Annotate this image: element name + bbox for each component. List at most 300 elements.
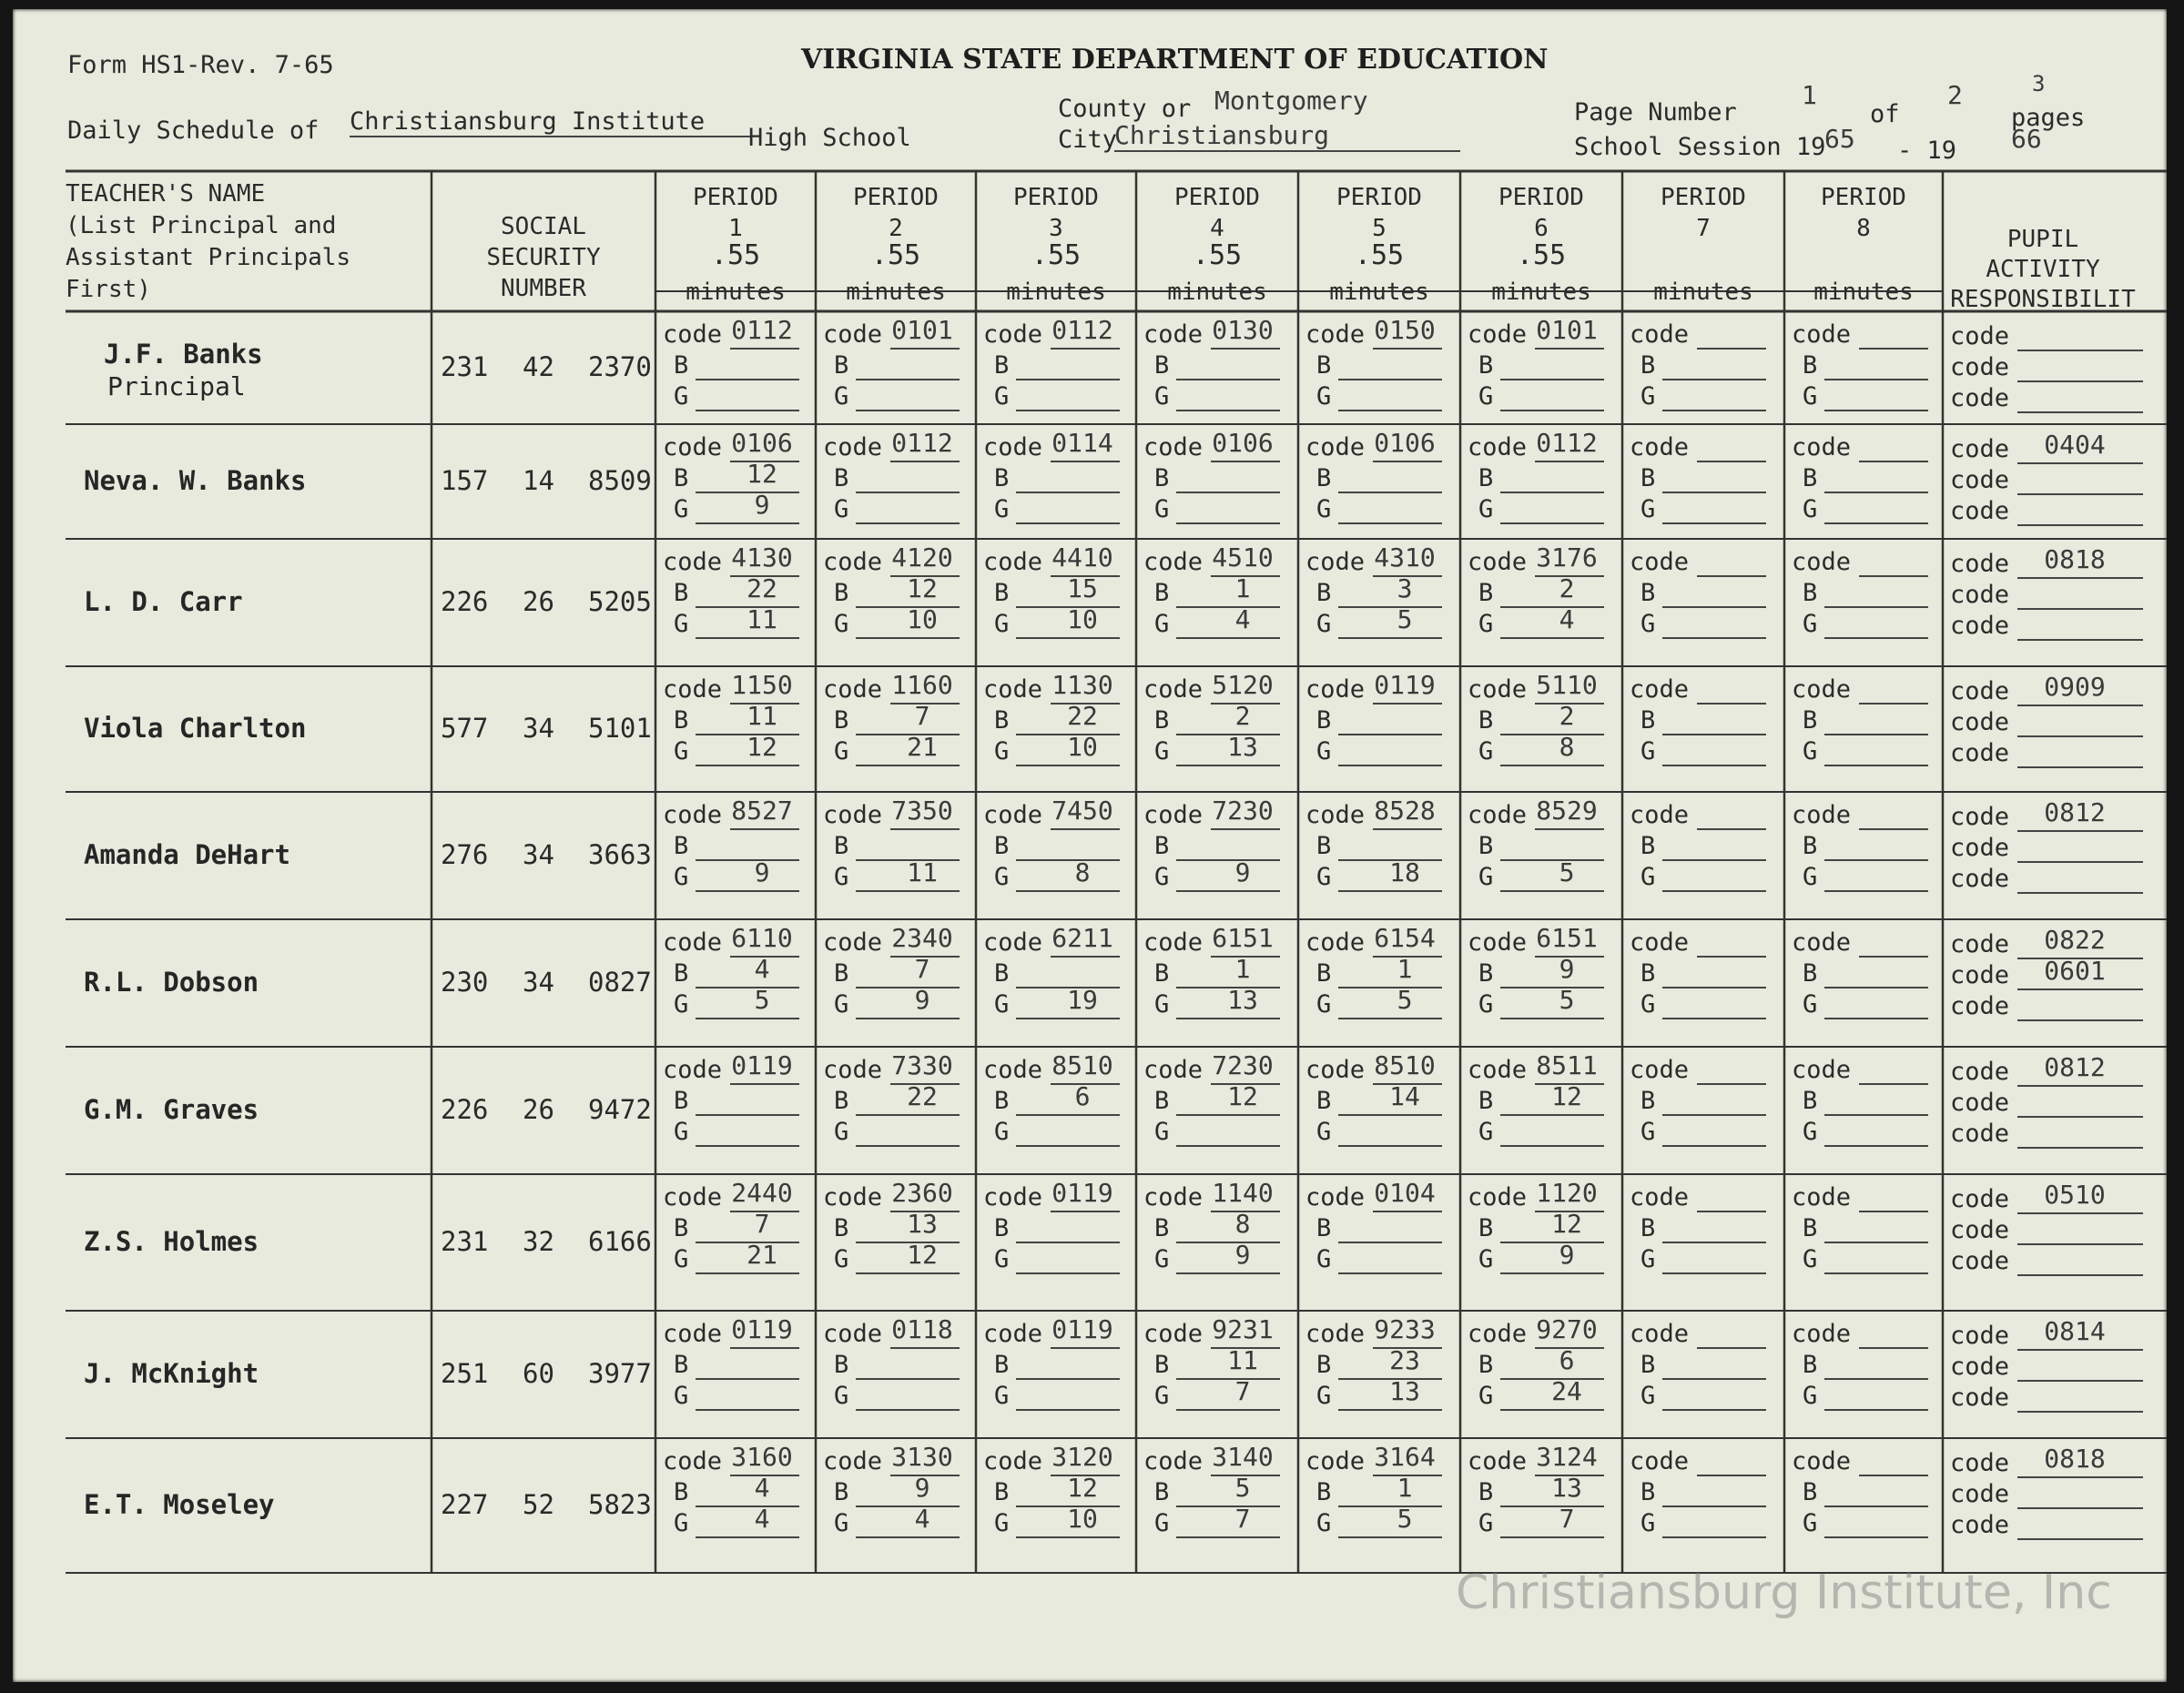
ssn-part: 227 bbox=[441, 1489, 489, 1520]
code-label: code bbox=[1468, 548, 1528, 576]
boys-label: B bbox=[674, 579, 689, 607]
code-label: code bbox=[1143, 1447, 1204, 1475]
girls-count: 11 bbox=[747, 604, 777, 634]
code-label: code bbox=[1468, 1320, 1528, 1348]
code-label: code bbox=[663, 675, 723, 704]
boys-label: B bbox=[674, 464, 689, 492]
boys-label: B bbox=[1154, 1087, 1170, 1115]
boys-count: 2 bbox=[1559, 573, 1575, 603]
ssn-part: 26 bbox=[523, 586, 554, 617]
ssn-part: 34 bbox=[523, 839, 554, 870]
boys-count: 22 bbox=[1067, 701, 1098, 731]
minutes-label: minutes bbox=[686, 279, 786, 306]
period-code-value: 8528 bbox=[1374, 796, 1436, 826]
code-label: code bbox=[1143, 1320, 1204, 1348]
boys-label: B bbox=[1478, 351, 1494, 380]
boys-label: B bbox=[674, 832, 689, 860]
girls-label: G bbox=[1478, 1118, 1494, 1146]
girls-count: 18 bbox=[1389, 857, 1420, 887]
girls-label: G bbox=[1803, 1382, 1818, 1410]
code-label: code bbox=[1792, 675, 1852, 704]
girls-label: G bbox=[834, 1382, 849, 1410]
period-code-value: 0112 bbox=[1051, 315, 1113, 345]
boys-label: B bbox=[1316, 464, 1332, 492]
activity-code-label: code bbox=[1950, 834, 2010, 862]
girls-label: G bbox=[674, 1509, 689, 1537]
girls-label: G bbox=[674, 382, 689, 411]
period-code-value: 0119 bbox=[1374, 670, 1436, 700]
boys-label: B bbox=[674, 959, 689, 988]
boys-label: B bbox=[1316, 1478, 1332, 1506]
code-label: code bbox=[1792, 1056, 1852, 1084]
school-session-label: School Session 19 bbox=[1574, 133, 1826, 161]
girls-count: 11 bbox=[907, 857, 938, 887]
ssn-part: 577 bbox=[441, 713, 489, 744]
activity-code-label: code bbox=[1950, 1185, 2010, 1213]
girls-label: G bbox=[994, 610, 1010, 638]
girls-count: 9 bbox=[1234, 1240, 1251, 1270]
period-code-value: 0114 bbox=[1051, 428, 1113, 458]
code-label: code bbox=[823, 801, 883, 829]
code-label: code bbox=[983, 320, 1043, 349]
ssn-part: 157 bbox=[441, 465, 489, 496]
activity-code-label: code bbox=[1950, 1247, 2010, 1275]
boys-label: B bbox=[1478, 959, 1494, 988]
period-header-number: 8 bbox=[1856, 215, 1871, 242]
code-label: code bbox=[823, 675, 883, 704]
teacher-name: J. McKnight bbox=[84, 1358, 259, 1389]
city-value: Christiansburg bbox=[1114, 120, 1460, 152]
boys-label: B bbox=[1154, 1478, 1170, 1506]
activity-code-label: code bbox=[1950, 739, 2010, 767]
code-label: code bbox=[1305, 801, 1366, 829]
boys-label: B bbox=[1316, 579, 1332, 607]
boys-label: B bbox=[1803, 959, 1818, 988]
period-code-value: 8510 bbox=[1051, 1050, 1113, 1080]
boys-label: B bbox=[1641, 464, 1656, 492]
code-label: code bbox=[1792, 801, 1852, 829]
girls-label: G bbox=[1154, 1245, 1170, 1273]
girls-count: 10 bbox=[1067, 1504, 1098, 1534]
period-code-value: 6110 bbox=[731, 923, 793, 953]
code-label: code bbox=[1468, 801, 1528, 829]
girls-label: G bbox=[1478, 610, 1494, 638]
period-code-value: 7230 bbox=[1212, 1050, 1274, 1080]
boys-label: B bbox=[1154, 832, 1170, 860]
period-code-value: 3130 bbox=[891, 1442, 953, 1472]
page-number: 1 bbox=[1802, 80, 1817, 110]
girls-label: G bbox=[1803, 495, 1818, 523]
ssn-part: 2370 bbox=[588, 351, 652, 382]
boys-label: B bbox=[1803, 832, 1818, 860]
code-label: code bbox=[823, 320, 883, 349]
boys-label: B bbox=[1641, 351, 1656, 380]
teacher-header-line: Assistant Principals bbox=[66, 244, 351, 271]
boys-label: B bbox=[1803, 579, 1818, 607]
boys-count: 1 bbox=[1234, 573, 1251, 603]
girls-label: G bbox=[1478, 1509, 1494, 1537]
girls-label: G bbox=[994, 863, 1010, 891]
girls-count: 24 bbox=[1551, 1376, 1582, 1406]
boys-label: B bbox=[1478, 1087, 1494, 1115]
activity-header-line: RESPONSIBILIT bbox=[1950, 286, 2136, 313]
activity-code-value: 0601 bbox=[2044, 956, 2106, 986]
boys-count: 1 bbox=[1397, 1473, 1413, 1503]
activity-code-label: code bbox=[1950, 865, 2010, 893]
boys-label: B bbox=[1641, 959, 1656, 988]
girls-count: 5 bbox=[1397, 1504, 1413, 1534]
girls-count: 13 bbox=[1389, 1376, 1420, 1406]
code-label: code bbox=[1792, 320, 1852, 349]
girls-count: 9 bbox=[914, 985, 930, 1015]
ssn-part: 60 bbox=[523, 1358, 554, 1389]
ssn-part: 14 bbox=[523, 465, 554, 496]
boys-label: B bbox=[994, 832, 1010, 860]
period-header-label: PERIOD bbox=[1498, 184, 1584, 211]
ssn-part: 52 bbox=[523, 1489, 554, 1520]
boys-label: B bbox=[1316, 959, 1332, 988]
teacher-name: Z.S. Holmes bbox=[84, 1226, 259, 1257]
girls-count: 10 bbox=[1067, 604, 1098, 634]
period-header-minutes: .55 bbox=[1192, 239, 1243, 271]
ssn-part: 230 bbox=[441, 967, 489, 998]
girls-label: G bbox=[674, 495, 689, 523]
code-label: code bbox=[1468, 1447, 1528, 1475]
girls-label: G bbox=[834, 1245, 849, 1273]
girls-label: G bbox=[1641, 737, 1656, 765]
girls-label: G bbox=[674, 863, 689, 891]
period-header-minutes: .55 bbox=[870, 239, 921, 271]
boys-label: B bbox=[994, 1087, 1010, 1115]
boys-count: 3 bbox=[1397, 573, 1413, 603]
period-code-value: 1160 bbox=[891, 670, 953, 700]
period-code-value: 0130 bbox=[1212, 315, 1274, 345]
code-label: code bbox=[663, 320, 723, 349]
girls-label: G bbox=[994, 1245, 1010, 1273]
boys-label: B bbox=[674, 1351, 689, 1379]
activity-code-value: 0818 bbox=[2044, 1444, 2106, 1474]
period-code-value: 0119 bbox=[731, 1314, 793, 1344]
period-code-value: 4130 bbox=[731, 542, 793, 573]
period-header-number: 7 bbox=[1696, 215, 1711, 242]
period-code-value: 1150 bbox=[731, 670, 793, 700]
girls-label: G bbox=[1316, 1382, 1332, 1410]
code-label: code bbox=[1468, 928, 1528, 957]
boys-label: B bbox=[994, 1478, 1010, 1506]
code-label: code bbox=[823, 928, 883, 957]
girls-label: G bbox=[834, 863, 849, 891]
girls-count: 21 bbox=[907, 732, 938, 762]
girls-label: G bbox=[994, 495, 1010, 523]
activity-code-label: code bbox=[1950, 930, 2010, 958]
period-code-value: 0119 bbox=[1051, 1178, 1113, 1208]
code-label: code bbox=[663, 1056, 723, 1084]
page-title: VIRGINIA STATE DEPARTMENT OF EDUCATION bbox=[801, 44, 1549, 76]
code-label: code bbox=[663, 548, 723, 576]
ssn-part: 9472 bbox=[588, 1094, 652, 1125]
boys-count: 12 bbox=[1551, 1209, 1582, 1239]
activity-code-label: code bbox=[1950, 466, 2010, 494]
code-label: code bbox=[1630, 1320, 1690, 1348]
girls-label: G bbox=[834, 1509, 849, 1537]
boys-label: B bbox=[674, 1087, 689, 1115]
girls-count: 5 bbox=[1559, 985, 1575, 1015]
boys-label: B bbox=[994, 351, 1010, 380]
code-label: code bbox=[1792, 1447, 1852, 1475]
activity-code-label: code bbox=[1950, 435, 2010, 463]
ssn-part: 231 bbox=[441, 1226, 489, 1257]
girls-label: G bbox=[994, 1382, 1010, 1410]
code-label: code bbox=[1792, 928, 1852, 957]
boys-label: B bbox=[1803, 464, 1818, 492]
period-header-number: 2 bbox=[889, 215, 903, 242]
girls-label: G bbox=[1316, 863, 1332, 891]
girls-label: G bbox=[1641, 1509, 1656, 1537]
boys-label: B bbox=[1478, 832, 1494, 860]
boys-count: 12 bbox=[1227, 1081, 1258, 1111]
period-code-value: 9233 bbox=[1374, 1314, 1436, 1344]
boys-count: 22 bbox=[747, 573, 777, 603]
period-code-value: 6154 bbox=[1374, 923, 1436, 953]
boys-label: B bbox=[1641, 1087, 1656, 1115]
girls-label: G bbox=[1478, 737, 1494, 765]
session-start: 65 bbox=[1824, 124, 1855, 154]
girls-label: G bbox=[834, 737, 849, 765]
code-label: code bbox=[983, 928, 1043, 957]
boys-count: 15 bbox=[1067, 573, 1098, 603]
boys-label: B bbox=[834, 832, 849, 860]
girls-count: 5 bbox=[1397, 985, 1413, 1015]
girls-count: 9 bbox=[754, 490, 770, 520]
ssn-header-line: SOCIAL bbox=[501, 213, 586, 240]
watermark: Christiansburg Institute, Inc bbox=[1456, 1566, 2112, 1620]
girls-label: G bbox=[1478, 382, 1494, 411]
code-label: code bbox=[1630, 433, 1690, 461]
period-code-value: 0119 bbox=[1051, 1314, 1113, 1344]
boys-count: 9 bbox=[1559, 954, 1575, 984]
code-label: code bbox=[1143, 928, 1204, 957]
of-label: of bbox=[1870, 100, 1900, 128]
boys-label: B bbox=[1803, 1087, 1818, 1115]
period-code-value: 2340 bbox=[891, 923, 953, 953]
daily-schedule-label: Daily Schedule of bbox=[67, 117, 320, 145]
minutes-label: minutes bbox=[1006, 279, 1106, 306]
period-code-value: 9270 bbox=[1536, 1314, 1598, 1344]
teacher-name: Neva. W. Banks bbox=[84, 465, 307, 496]
code-label: code bbox=[1468, 433, 1528, 461]
boys-label: B bbox=[834, 1087, 849, 1115]
boys-label: B bbox=[1803, 351, 1818, 380]
boys-label: B bbox=[1803, 1351, 1818, 1379]
girls-count: 5 bbox=[754, 985, 770, 1015]
boys-label: B bbox=[1478, 579, 1494, 607]
boys-label: B bbox=[1478, 1478, 1494, 1506]
girls-count: 7 bbox=[1559, 1504, 1575, 1534]
code-label: code bbox=[1305, 928, 1366, 957]
period-code-value: 8529 bbox=[1536, 796, 1598, 826]
period-header-label: PERIOD bbox=[693, 184, 778, 211]
boys-label: B bbox=[834, 1214, 849, 1242]
girls-label: G bbox=[1803, 382, 1818, 411]
ssn-part: 26 bbox=[523, 1094, 554, 1125]
boys-label: B bbox=[1154, 706, 1170, 735]
girls-label: G bbox=[1478, 863, 1494, 891]
code-label: code bbox=[1305, 320, 1366, 349]
code-label: code bbox=[663, 433, 723, 461]
code-label: code bbox=[823, 1056, 883, 1084]
code-label: code bbox=[983, 548, 1043, 576]
girls-label: G bbox=[674, 1118, 689, 1146]
girls-count: 5 bbox=[1559, 857, 1575, 887]
activity-code-label: code bbox=[1950, 1384, 2010, 1412]
boys-count: 9 bbox=[914, 1473, 930, 1503]
boys-label: B bbox=[1316, 1351, 1332, 1379]
activity-code-label: code bbox=[1950, 497, 2010, 525]
girls-label: G bbox=[1641, 863, 1656, 891]
teacher-header-line: TEACHER'S NAME bbox=[66, 180, 266, 208]
girls-label: G bbox=[674, 990, 689, 1019]
code-label: code bbox=[1305, 1447, 1366, 1475]
boys-count: 11 bbox=[1227, 1345, 1258, 1375]
period-code-value: 0112 bbox=[891, 428, 953, 458]
pages-total: 3 bbox=[2032, 71, 2046, 96]
boys-label: B bbox=[1478, 1214, 1494, 1242]
girls-label: G bbox=[1478, 1245, 1494, 1273]
girls-label: G bbox=[1154, 737, 1170, 765]
activity-code-label: code bbox=[1950, 384, 2010, 412]
code-label: code bbox=[1305, 548, 1366, 576]
period-code-value: 0119 bbox=[731, 1050, 793, 1080]
code-label: code bbox=[1792, 433, 1852, 461]
ssn-part: 226 bbox=[441, 1094, 489, 1125]
ssn-part: 231 bbox=[441, 351, 489, 382]
girls-label: G bbox=[1803, 1245, 1818, 1273]
girls-label: G bbox=[1803, 990, 1818, 1019]
girls-label: G bbox=[834, 610, 849, 638]
boys-label: B bbox=[1478, 1351, 1494, 1379]
code-label: code bbox=[823, 1447, 883, 1475]
boys-label: B bbox=[1316, 706, 1332, 735]
code-label: code bbox=[1468, 1183, 1528, 1211]
city-label: City bbox=[1058, 126, 1118, 154]
activity-code-value: 0818 bbox=[2044, 544, 2106, 574]
teacher-name: G.M. Graves bbox=[84, 1094, 259, 1125]
teacher-name: R.L. Dobson bbox=[84, 967, 259, 998]
boys-label: B bbox=[1316, 1214, 1332, 1242]
girls-count: 10 bbox=[907, 604, 938, 634]
teacher-name: Viola Charlton bbox=[84, 713, 307, 744]
ssn-part: 34 bbox=[523, 967, 554, 998]
ssn-part: 3663 bbox=[588, 839, 652, 870]
period-code-value: 3124 bbox=[1536, 1442, 1598, 1472]
girls-label: G bbox=[1803, 863, 1818, 891]
code-label: code bbox=[663, 1320, 723, 1348]
girls-count: 5 bbox=[1397, 604, 1413, 634]
code-label: code bbox=[983, 433, 1043, 461]
school-name: Christiansburg Institute bbox=[350, 107, 750, 137]
period-code-value: 3164 bbox=[1374, 1442, 1436, 1472]
period-code-value: 7230 bbox=[1212, 796, 1274, 826]
ssn-part: 5823 bbox=[588, 1489, 652, 1520]
boys-label: B bbox=[834, 464, 849, 492]
period-code-value: 4310 bbox=[1374, 542, 1436, 573]
period-header-minutes: .55 bbox=[1354, 239, 1405, 271]
code-label: code bbox=[1792, 1183, 1852, 1211]
code-label: code bbox=[823, 548, 883, 576]
boys-count: 13 bbox=[1551, 1473, 1582, 1503]
activity-code-label: code bbox=[1950, 353, 2010, 381]
period-header-label: PERIOD bbox=[1821, 184, 1906, 211]
teacher-header-line: (List Principal and bbox=[66, 212, 337, 239]
teacher-title: Principal bbox=[107, 371, 246, 401]
ssn-part: 251 bbox=[441, 1358, 489, 1389]
boys-count: 13 bbox=[907, 1209, 938, 1239]
ssn-part: 6166 bbox=[588, 1226, 652, 1257]
code-label: code bbox=[823, 1183, 883, 1211]
period-header-label: PERIOD bbox=[853, 184, 939, 211]
activity-code-label: code bbox=[1950, 612, 2010, 640]
girls-count: 12 bbox=[747, 732, 777, 762]
boys-label: B bbox=[994, 464, 1010, 492]
boys-label: B bbox=[1641, 1478, 1656, 1506]
girls-label: G bbox=[1154, 382, 1170, 411]
period-code-value: 4120 bbox=[891, 542, 953, 573]
activity-code-label: code bbox=[1950, 1511, 2010, 1539]
boys-count: 22 bbox=[907, 1081, 938, 1111]
code-label: code bbox=[1630, 1056, 1690, 1084]
girls-label: G bbox=[1641, 1382, 1656, 1410]
boys-label: B bbox=[1316, 1087, 1332, 1115]
teacher-header-line: First) bbox=[66, 276, 151, 303]
activity-code-label: code bbox=[1950, 708, 2010, 736]
ssn-part: 42 bbox=[523, 351, 554, 382]
form-sheet bbox=[13, 9, 2167, 1682]
activity-code-label: code bbox=[1950, 1480, 2010, 1508]
girls-label: G bbox=[1641, 495, 1656, 523]
period-code-value: 0106 bbox=[1374, 428, 1436, 458]
code-label: code bbox=[1468, 320, 1528, 349]
code-label: code bbox=[1468, 675, 1528, 704]
period-code-value: 0101 bbox=[1536, 315, 1598, 345]
period-header-label: PERIOD bbox=[1336, 184, 1422, 211]
code-label: code bbox=[663, 801, 723, 829]
period-code-value: 4510 bbox=[1212, 542, 1274, 573]
code-label: code bbox=[983, 801, 1043, 829]
activity-code-value: 0812 bbox=[2044, 797, 2106, 827]
boys-label: B bbox=[1641, 1214, 1656, 1242]
activity-code-label: code bbox=[1950, 550, 2010, 578]
ssn-part: 8509 bbox=[588, 465, 652, 496]
code-label: code bbox=[983, 1056, 1043, 1084]
girls-label: G bbox=[1478, 990, 1494, 1019]
girls-label: G bbox=[1478, 495, 1494, 523]
period-header-number: 1 bbox=[728, 215, 743, 242]
code-label: code bbox=[1305, 1183, 1366, 1211]
activity-code-label: code bbox=[1950, 581, 2010, 609]
period-header-number: 3 bbox=[1049, 215, 1063, 242]
ssn-part: 226 bbox=[441, 586, 489, 617]
boys-label: B bbox=[1803, 706, 1818, 735]
boys-label: B bbox=[1641, 1351, 1656, 1379]
girls-label: G bbox=[1154, 495, 1170, 523]
boys-label: B bbox=[1803, 1214, 1818, 1242]
ssn-part: 276 bbox=[441, 839, 489, 870]
activity-code-value: 0510 bbox=[2044, 1180, 2106, 1210]
boys-count: 4 bbox=[754, 954, 770, 984]
form-id: Form HS1-Rev. 7-65 bbox=[67, 51, 334, 79]
girls-count: 8 bbox=[1074, 857, 1091, 887]
code-label: code bbox=[1630, 675, 1690, 704]
